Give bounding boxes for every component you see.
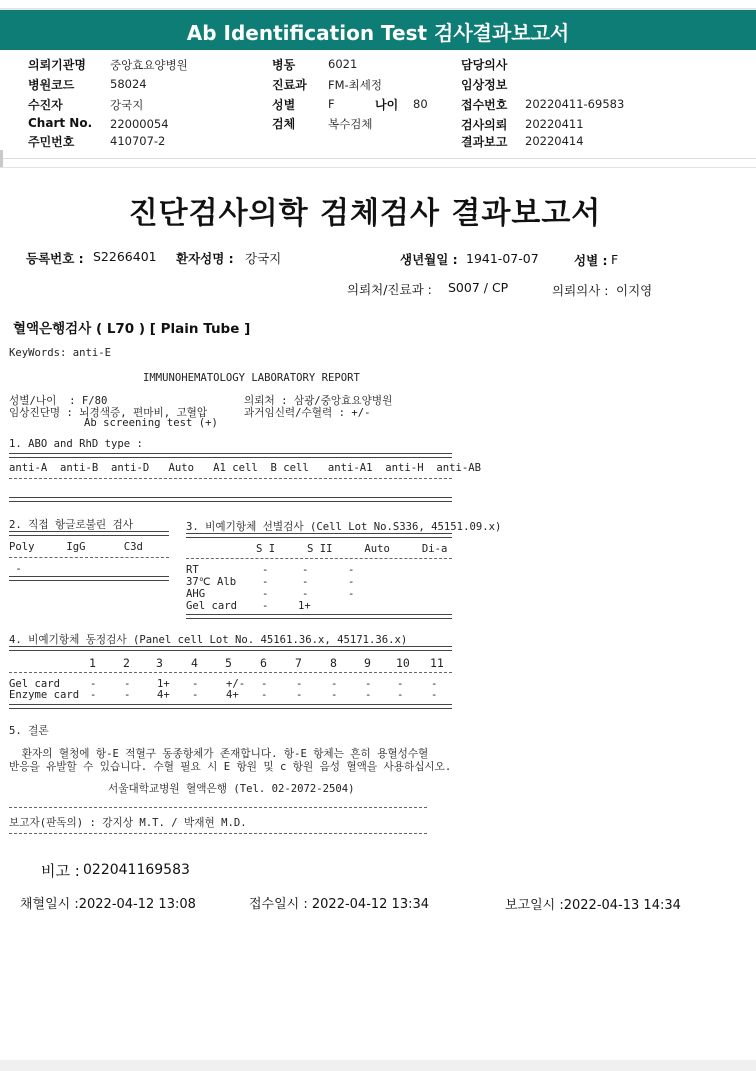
- title-bar: [0, 8, 756, 50]
- dob-label: 생년월일 :: [400, 252, 458, 267]
- s3-cell: -: [262, 600, 269, 612]
- header-value-sex: F: [328, 97, 335, 111]
- s4-cell: -: [192, 678, 199, 690]
- s4-title: 4. 비예기항체 동정검사 (Panel cell Lot No. 45161.36.x, 45171.36.x): [9, 634, 408, 646]
- page-bottom: [0, 1060, 756, 1071]
- single-rule: [9, 557, 169, 558]
- s2-value: -: [9, 563, 22, 575]
- double-rule: [9, 453, 452, 458]
- single-rule: [186, 558, 452, 559]
- header-label-sex: 성별: [272, 98, 296, 112]
- conclusion-line-2: 반응을 유발할 수 있습니다. 수혈 필요 시 E 항원 및 c 항원 음성 혈액을 사용하십시오.: [9, 761, 452, 773]
- header-label-hospital-code: 병원코드: [28, 78, 75, 92]
- s5-title: 5. 결론: [9, 725, 49, 737]
- s4-cell: -: [90, 678, 97, 690]
- double-rule: [9, 646, 452, 651]
- dept-value: S007 / CP: [448, 280, 509, 295]
- patient-value: 강국지: [245, 251, 282, 266]
- section-title: 혈액은행검사 ( L70 ) [ Plain Tube ]: [13, 321, 251, 337]
- s4-cell: 4+: [226, 689, 239, 701]
- doctor-value: 이지영: [616, 283, 653, 298]
- s4-cell: -: [296, 678, 303, 690]
- lab-report-header: IMMUNOHEMATOLOGY LABORATORY REPORT: [143, 372, 360, 384]
- s4-cell: -: [261, 689, 268, 701]
- header-value-chart: 22000054: [110, 117, 169, 131]
- s4-column-header: 9: [364, 656, 371, 670]
- s4-column-header: 6: [260, 656, 267, 670]
- s4-row-label: Enzyme card: [9, 689, 80, 701]
- s4-cell: -: [192, 689, 199, 701]
- report-title: 진단검사의학 검체검사 결과보고서: [128, 196, 602, 231]
- header-value-hospital-code: 58024: [110, 77, 147, 91]
- header-label-department: 진료과: [272, 78, 307, 92]
- doctor-label: 의뢰의사 :: [552, 283, 609, 298]
- header-value-report-date: 20220414: [525, 134, 584, 148]
- info-sex-age: 성별/나이 : F/80: [9, 395, 108, 407]
- header-value-patient: 강국지: [110, 98, 144, 112]
- double-rule: [9, 497, 452, 502]
- reporter: 보고자(판독의) : 강지상 M.T. / 박재현 M.D.: [9, 817, 247, 829]
- header-label-ward: 병동: [272, 58, 296, 72]
- s2-title: 2. 직접 항글로불린 검사: [9, 519, 133, 531]
- single-rule: [9, 807, 427, 808]
- s4-cell: -: [90, 689, 97, 701]
- s4-column-header: 1: [89, 656, 96, 670]
- receipt-datetime: 접수일시 : 2022-04-12 13:34: [249, 897, 430, 912]
- s3-cell: -: [302, 588, 309, 600]
- divider: [0, 158, 756, 159]
- header-label-report-date: 결과보고: [461, 135, 508, 149]
- keywords: KeyWords: anti-E: [9, 347, 112, 359]
- s4-cell: -: [365, 678, 372, 690]
- header-label-resident-no: 주민번호: [28, 135, 75, 149]
- s4-column-header: 2: [123, 656, 130, 670]
- s4-cell: -: [124, 689, 131, 701]
- header-value-specimen: 복수검체: [328, 117, 373, 131]
- s4-cell: -: [431, 678, 438, 690]
- s4-column-header: 10: [396, 656, 410, 670]
- conclusion-line-1: 환자의 혈청에 항-E 적혈구 동종항체가 존재합니다. 항-E 항체는 흔히 용혈성수혈: [9, 748, 429, 760]
- header-value-department: FM-최세정: [328, 78, 383, 92]
- sex-value: F: [611, 252, 619, 267]
- double-rule: [186, 614, 452, 619]
- s4-column-header: 4: [191, 656, 198, 670]
- header-value-request-date: 20220411: [525, 117, 584, 131]
- info-diagnosis: 임상진단명 : 뇌경색증, 편마비, 고혈압: [9, 407, 208, 419]
- collection-datetime: 채혈일시 :2022-04-12 13:08: [20, 897, 196, 912]
- info-requester: 의뢰처 : 삼광/중앙효요양병원: [244, 395, 393, 407]
- s4-cell: 4+: [157, 689, 170, 701]
- s3-cell: -: [262, 576, 269, 588]
- s3-row-label: AHG: [186, 588, 206, 600]
- report-datetime: 보고일시 :2022-04-13 14:34: [505, 898, 681, 913]
- header-label-request-date: 검사의뢰: [461, 118, 508, 132]
- header-label-chart: Chart No.: [28, 116, 93, 130]
- patient-label: 환자성명 :: [176, 251, 234, 266]
- remark-value: 022041169583: [83, 862, 190, 878]
- s4-cell: -: [331, 678, 338, 690]
- header-value-resident-no: 410707-2: [110, 134, 166, 148]
- reg-label: 등록번호 :: [26, 251, 84, 266]
- double-rule: [9, 704, 452, 709]
- s4-column-header: 11: [430, 656, 444, 670]
- s4-cell: 1+: [157, 678, 170, 690]
- s4-cell: +/-: [226, 678, 246, 690]
- s4-cell: -: [261, 678, 268, 690]
- header-label-patient: 수진자: [28, 98, 63, 112]
- s4-cell: -: [397, 678, 404, 690]
- s3-row-label: RT: [186, 564, 199, 576]
- s3-row-label: Gel card: [186, 600, 238, 612]
- sex-label: 성별 :: [574, 253, 608, 268]
- s3-cell: -: [262, 588, 269, 600]
- dept-label: 의뢰처/진료과 :: [347, 282, 432, 297]
- s4-column-header: 7: [295, 656, 302, 670]
- page-title: Ab Identification Test 검사결과보고서: [186, 21, 570, 45]
- header-label-institution: 의뢰기관명: [28, 58, 86, 72]
- s4-cell: -: [397, 689, 404, 701]
- s3-cell: 1+: [298, 600, 311, 612]
- header-label-specimen: 검체: [272, 117, 296, 131]
- header-value-age: 80: [413, 97, 428, 111]
- s2-header: Poly IgG C3d: [9, 541, 143, 553]
- double-rule: [9, 576, 169, 581]
- header-label-physician: 담당의사: [461, 58, 508, 72]
- s1-header: anti-A anti-B anti-D Auto A1 cell B cell anti-A1 anti-H anti-AB: [9, 462, 481, 474]
- s1-title: 1. ABO and RhD type :: [9, 438, 143, 450]
- s4-column-header: 8: [330, 656, 337, 670]
- s4-cell: -: [124, 678, 131, 690]
- s3-title: 3. 비예기항체 선별검사 (Cell Lot No.S336, 45151.09.x): [186, 521, 502, 533]
- s4-cell: -: [365, 689, 372, 701]
- s4-column-header: 3: [156, 656, 163, 670]
- reg-value: S2266401: [93, 249, 157, 264]
- single-rule: [9, 833, 427, 834]
- s4-cell: -: [296, 689, 303, 701]
- s3-cell: -: [262, 564, 269, 576]
- info-history: 과거임신력/수혈력 : +/-: [244, 407, 371, 419]
- header-label-clinical-info: 임상정보: [461, 78, 508, 92]
- info-screening: Ab screening test (+): [84, 417, 218, 429]
- remark-label: 비고 :: [41, 862, 80, 880]
- header-value-receipt-no: 20220411-69583: [525, 97, 625, 111]
- header-label-age: 나이: [375, 98, 399, 112]
- s3-cell: -: [348, 588, 355, 600]
- s3-cell: -: [348, 576, 355, 588]
- double-rule: [186, 533, 452, 538]
- header-label-receipt-no: 접수번호: [461, 98, 508, 112]
- s4-cell: -: [431, 689, 438, 701]
- hospital-contact: 서울대학교병원 혈액은행 (Tel. 02-2072-2504): [108, 783, 355, 795]
- s3-cell: -: [302, 576, 309, 588]
- dob-value: 1941-07-07: [466, 251, 539, 266]
- header-value-institution: 중앙효요양병원: [110, 58, 188, 72]
- s3-cell: -: [302, 564, 309, 576]
- s3-header: S I S II Auto Di-a: [256, 543, 448, 555]
- s3-row-label: 37℃ Alb: [186, 576, 237, 588]
- s4-row-label: Gel card: [9, 678, 61, 690]
- s4-cell: -: [331, 689, 338, 701]
- double-rule: [9, 531, 169, 536]
- header-value-ward: 6021: [328, 57, 358, 71]
- single-rule: [9, 672, 452, 673]
- s3-cell: -: [348, 564, 355, 576]
- single-rule: [9, 478, 452, 479]
- s4-column-header: 5: [225, 656, 232, 670]
